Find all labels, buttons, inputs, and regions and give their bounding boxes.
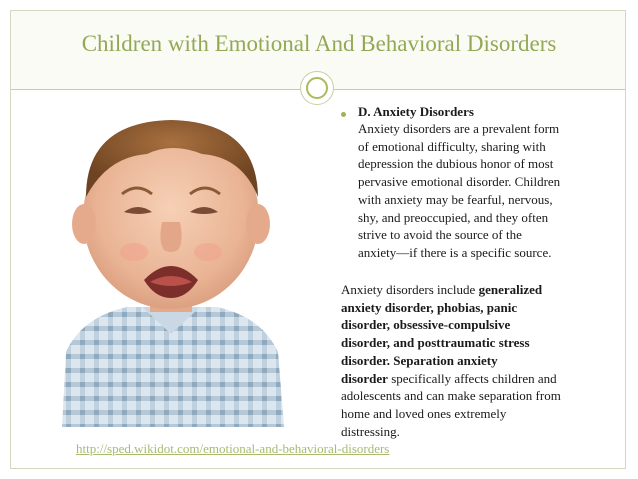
bullet-line: anxiety—if there is a specific source.	[358, 244, 552, 260]
ring-inner	[306, 77, 328, 99]
para-bold: generalized	[478, 282, 543, 297]
para-line: adolescents and can make separation from	[341, 388, 561, 404]
photo-illustration	[52, 102, 290, 427]
anxiety-types-paragraph	[341, 281, 626, 440]
bullet-line: pervasive emotional disorder. Children	[358, 174, 561, 190]
section-heading: D. Anxiety Disorders	[358, 104, 474, 119]
para-bold: disorder	[341, 370, 388, 386]
para-line: distressing.	[341, 423, 400, 439]
divider-ring-ornament	[300, 71, 334, 105]
para-line	[341, 334, 626, 352]
para-line	[341, 316, 626, 334]
bullet-line: with anxiety may be fearful, nervous,	[358, 191, 553, 207]
bullet-line: Anxiety disorders are a prevalent form	[358, 121, 560, 136]
bullet-line: shy, and preoccupied, and they often	[358, 209, 549, 225]
para-line: home and loved ones extremely	[341, 405, 507, 421]
para-text: Anxiety disorders include	[341, 282, 479, 297]
para-bold: disorder, and posttraumatic stress	[341, 335, 530, 351]
para-line	[341, 299, 626, 317]
para-bold: disorder. Separation anxiety	[341, 352, 498, 368]
para-line	[341, 370, 626, 388]
bullet-line: depression the dubious honor of most	[358, 156, 554, 172]
para-text: specifically affects children and	[387, 370, 557, 386]
source-link[interactable]: http://sped.wikidot.com/emotional-and-behavioral-disorders	[76, 441, 390, 456]
bullet-line: strive to avoid the source of the	[358, 227, 522, 243]
bullet-dot-icon	[341, 112, 346, 117]
para-bold: disorder, obsessive-compulsive	[341, 317, 511, 333]
para-line	[341, 352, 626, 370]
bullet-text	[358, 120, 626, 262]
para-line	[341, 281, 626, 299]
slide-title: Children with Emotional And Behavioral Disorders	[81, 31, 557, 56]
para-bold: anxiety disorder, phobias, panic	[341, 299, 518, 315]
bullet-line: of emotional difficulty, sharing with	[358, 138, 546, 154]
crying-child-photo	[52, 102, 290, 427]
